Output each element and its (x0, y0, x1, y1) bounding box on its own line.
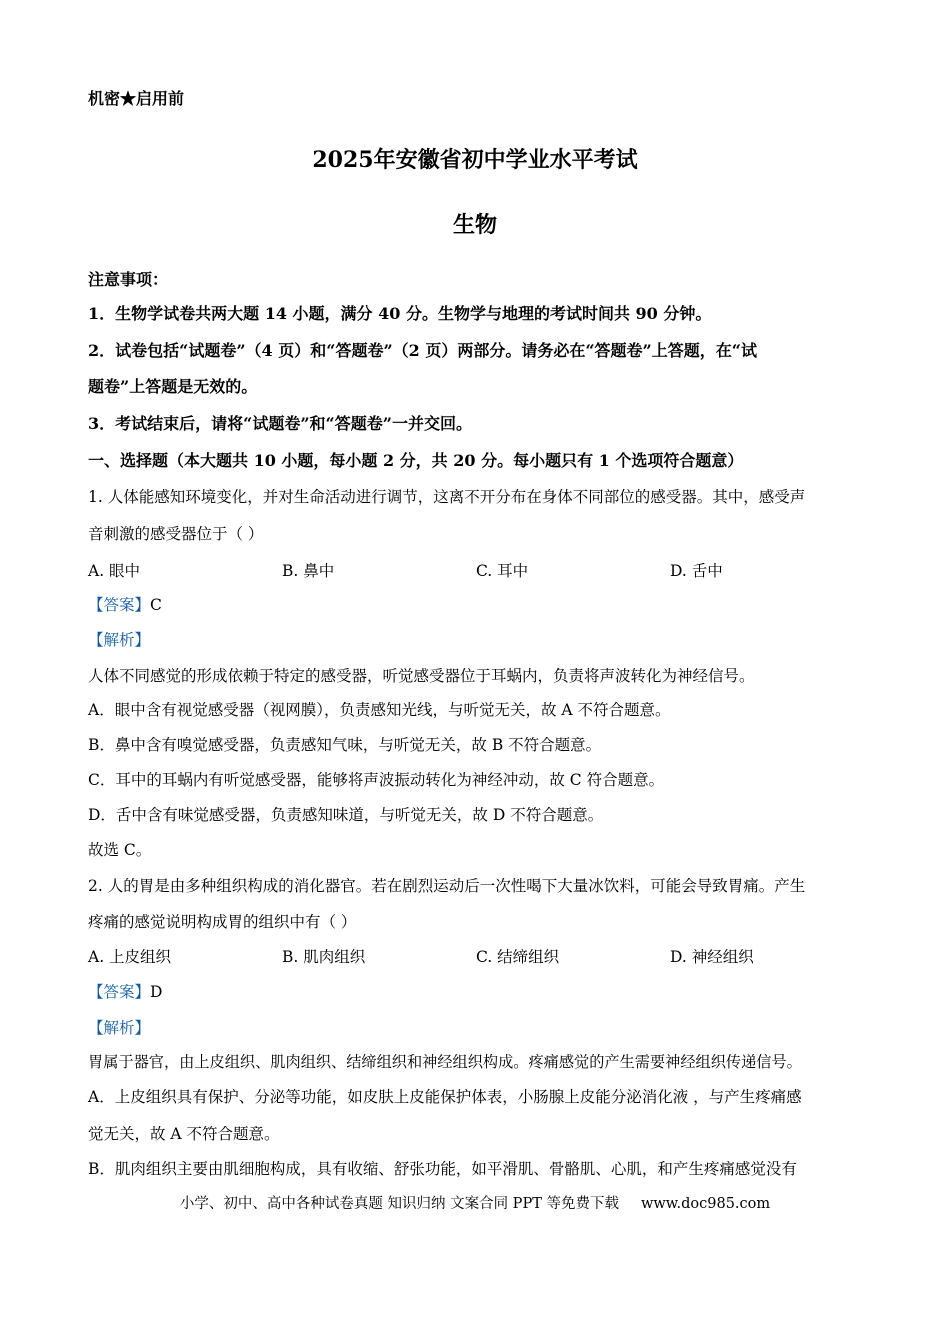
page-footer (0, 1192, 950, 1213)
section-heading: 一、选择题（本大题共 10 小题，每小题 2 分，共 20 分。每小题只有 1 个选项符合题意） (88, 451, 744, 470)
notice-item-1: 1．生物学试卷共两大题 14 小题，满分 40 分。生物学与地理的考试时间共 90 分钟。 (88, 304, 712, 323)
notice-item-2-line-2: 题卷”上答题是无效的。 (88, 377, 258, 396)
q1-stem-line-1: 1. 人体能感知环境变化，并对生命活动进行调节，这离不开分布在身体不同部位的感受器。其中，感受声 (88, 488, 806, 506)
q2-option-b: B. 肌肉组织 (282, 948, 366, 966)
footer-text: 小学、初中、高中各种试卷真题 知识归纳 文案合同 PPT 等免费下载 (179, 1196, 619, 1212)
q2-analysis-line-3: 觉无关，故 A 不符合题意。 (88, 1125, 280, 1143)
notice-item-2-line-1: 2．试卷包括“试题卷”（4 页）和“答题卷”（2 页）两部分。请务必在“答题卷”上答题，在“试 (88, 341, 757, 360)
subject-title: 生物 (452, 212, 497, 238)
q2-analysis-line-4: B．肌肉组织主要由肌细胞构成，具有收缩、舒张功能，如平滑肌、骨骼肌、心肌，和产生疼痛感觉没有 (88, 1160, 797, 1178)
q1-analysis-line-2: A．眼中含有视觉感受器（视网膜），负责感知光线，与听觉无关，故 A 不符合题意。 (88, 701, 671, 719)
q2-option-d: D. 神经组织 (670, 948, 754, 966)
q2-stem-line-1: 2. 人的胃是由多种组织构成的消化器官。若在剧烈运动后一次性喝下大量冰饮料，可能会导致胃痛。产生 (88, 877, 806, 895)
notice-item-3: 3．考试结束后，请将“试题卷”和“答题卷”一并交回。 (88, 414, 472, 433)
q2-option-c: C. 结缔组织 (476, 948, 560, 966)
q1-conclusion: 故选 C。 (88, 841, 152, 859)
q1-analysis-line-4: C．耳中的耳蜗内有听觉感受器，能够将声波振动转化为神经冲动，故 C 符合题意。 (88, 771, 665, 789)
q1-stem-line-2: 音刺激的感受器位于（ ） (88, 525, 264, 543)
q1-option-c: C. 耳中 (476, 562, 529, 580)
q2-answer-tag: 【答案】 (88, 983, 151, 1001)
q2-answer-value: D (150, 983, 163, 1001)
q2-analysis-line-2: A．上皮组织具有保护、分泌等功能，如皮肤上皮能保护体表，小肠腺上皮能分泌消化液 ，与产生疼痛感 (88, 1088, 802, 1106)
q1-answer-value: C (150, 596, 162, 614)
q1-analysis-line-3: B．鼻中含有嗅觉感受器，负责感知气味，与听觉无关，故 B 不符合题意。 (88, 736, 602, 754)
q1-option-b: B. 鼻中 (282, 562, 335, 580)
q2-analysis-line-1: 胃属于器官，由上皮组织、肌肉组织、结缔组织和神经组织构成。疼痛感觉的产生需要神经组织传递信号。 (88, 1053, 802, 1071)
q1-answer-row (88, 595, 162, 615)
q2-option-a: A. 上皮组织 (88, 948, 172, 966)
notice-heading: 注意事项： (88, 270, 169, 289)
q2-stem-line-2: 疼痛的感觉说明构成胃的组织中有（ ） (88, 913, 357, 931)
footer-url[interactable]: www.doc985.com (640, 1196, 771, 1212)
q1-analysis-line-5: D．舌中含有味觉感受器，负责感知味道，与听觉无关，故 D 不符合题意。 (88, 806, 604, 824)
q2-analysis-tag: 【解析】 (88, 1019, 151, 1037)
q1-answer-tag: 【答案】 (88, 596, 151, 614)
q1-option-a: A. 眼中 (88, 562, 141, 580)
q1-analysis-line-1: 人体不同感觉的形成依赖于特定的感受器，听觉感受器位于耳蜗内，负责将声波转化为神经信号。 (88, 667, 755, 685)
q2-answer-row (88, 982, 162, 1002)
q1-option-d: D. 舌中 (670, 562, 723, 580)
page-title: 2025年安徽省初中学业水平考试 (312, 147, 638, 173)
q1-analysis-tag: 【解析】 (88, 631, 151, 649)
confidential-label: 机密★启用前 (88, 89, 185, 108)
